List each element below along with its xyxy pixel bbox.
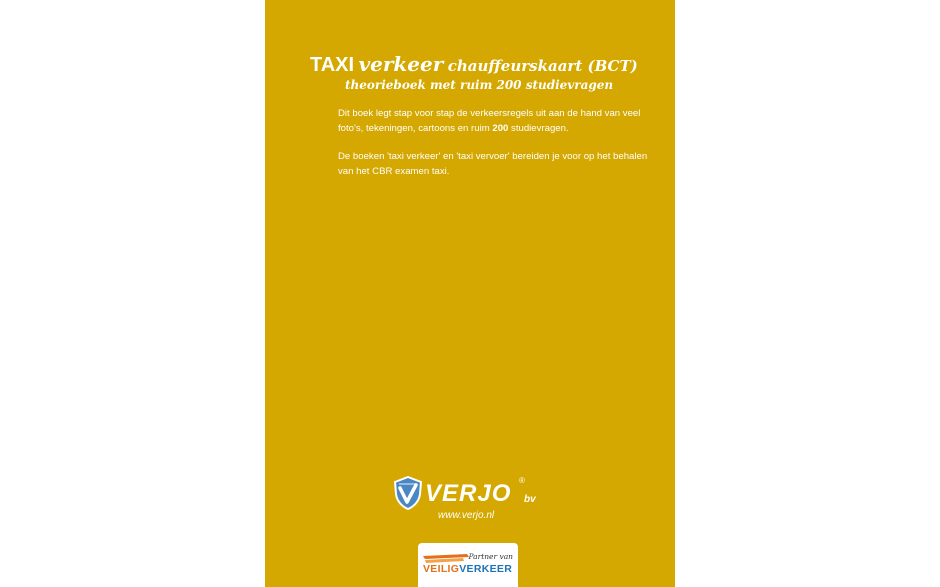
description-paragraph-1 [338, 106, 658, 136]
book-title [310, 52, 638, 79]
veilig-verkeer-icon [423, 554, 471, 563]
book-subtitle: theorieboek met ruim 200 studievragen [345, 78, 614, 92]
title-rest: chauffeurskaart (BCT) [447, 57, 638, 75]
paragraph1-count: 200 [492, 123, 509, 134]
veilig-verkeer-badge [418, 543, 518, 587]
book-cover [265, 0, 675, 587]
partner-label: Partner van [468, 552, 513, 561]
publisher-url: www.verjo.nl [438, 510, 495, 521]
verjo-logo [393, 476, 553, 512]
description-paragraph-2: De boeken 'taxi verkeer' en 'taxi vervoer' bereiden je voor op het behalen van het CBR examen taxi. [338, 151, 648, 177]
partner-brand [423, 563, 512, 575]
partner-brand-part2: VERKEER [459, 563, 513, 575]
verjo-shield-icon [393, 476, 423, 510]
paragraph1-after: studievragen. [508, 123, 569, 134]
verjo-brand: VERJO [425, 480, 512, 507]
registered-mark: ® [519, 476, 525, 485]
title-taxi: TAXI [310, 54, 355, 76]
paragraph1-before: Dit boek legt stap voor stap de verkeersregels uit aan de hand van veel foto's, tekeningen, cartoons en ruim [338, 108, 641, 134]
partner-brand-part1: VEILIG [423, 563, 460, 575]
title-verkeer: verkeer [358, 52, 444, 76]
brand-suffix: bv [524, 494, 536, 505]
